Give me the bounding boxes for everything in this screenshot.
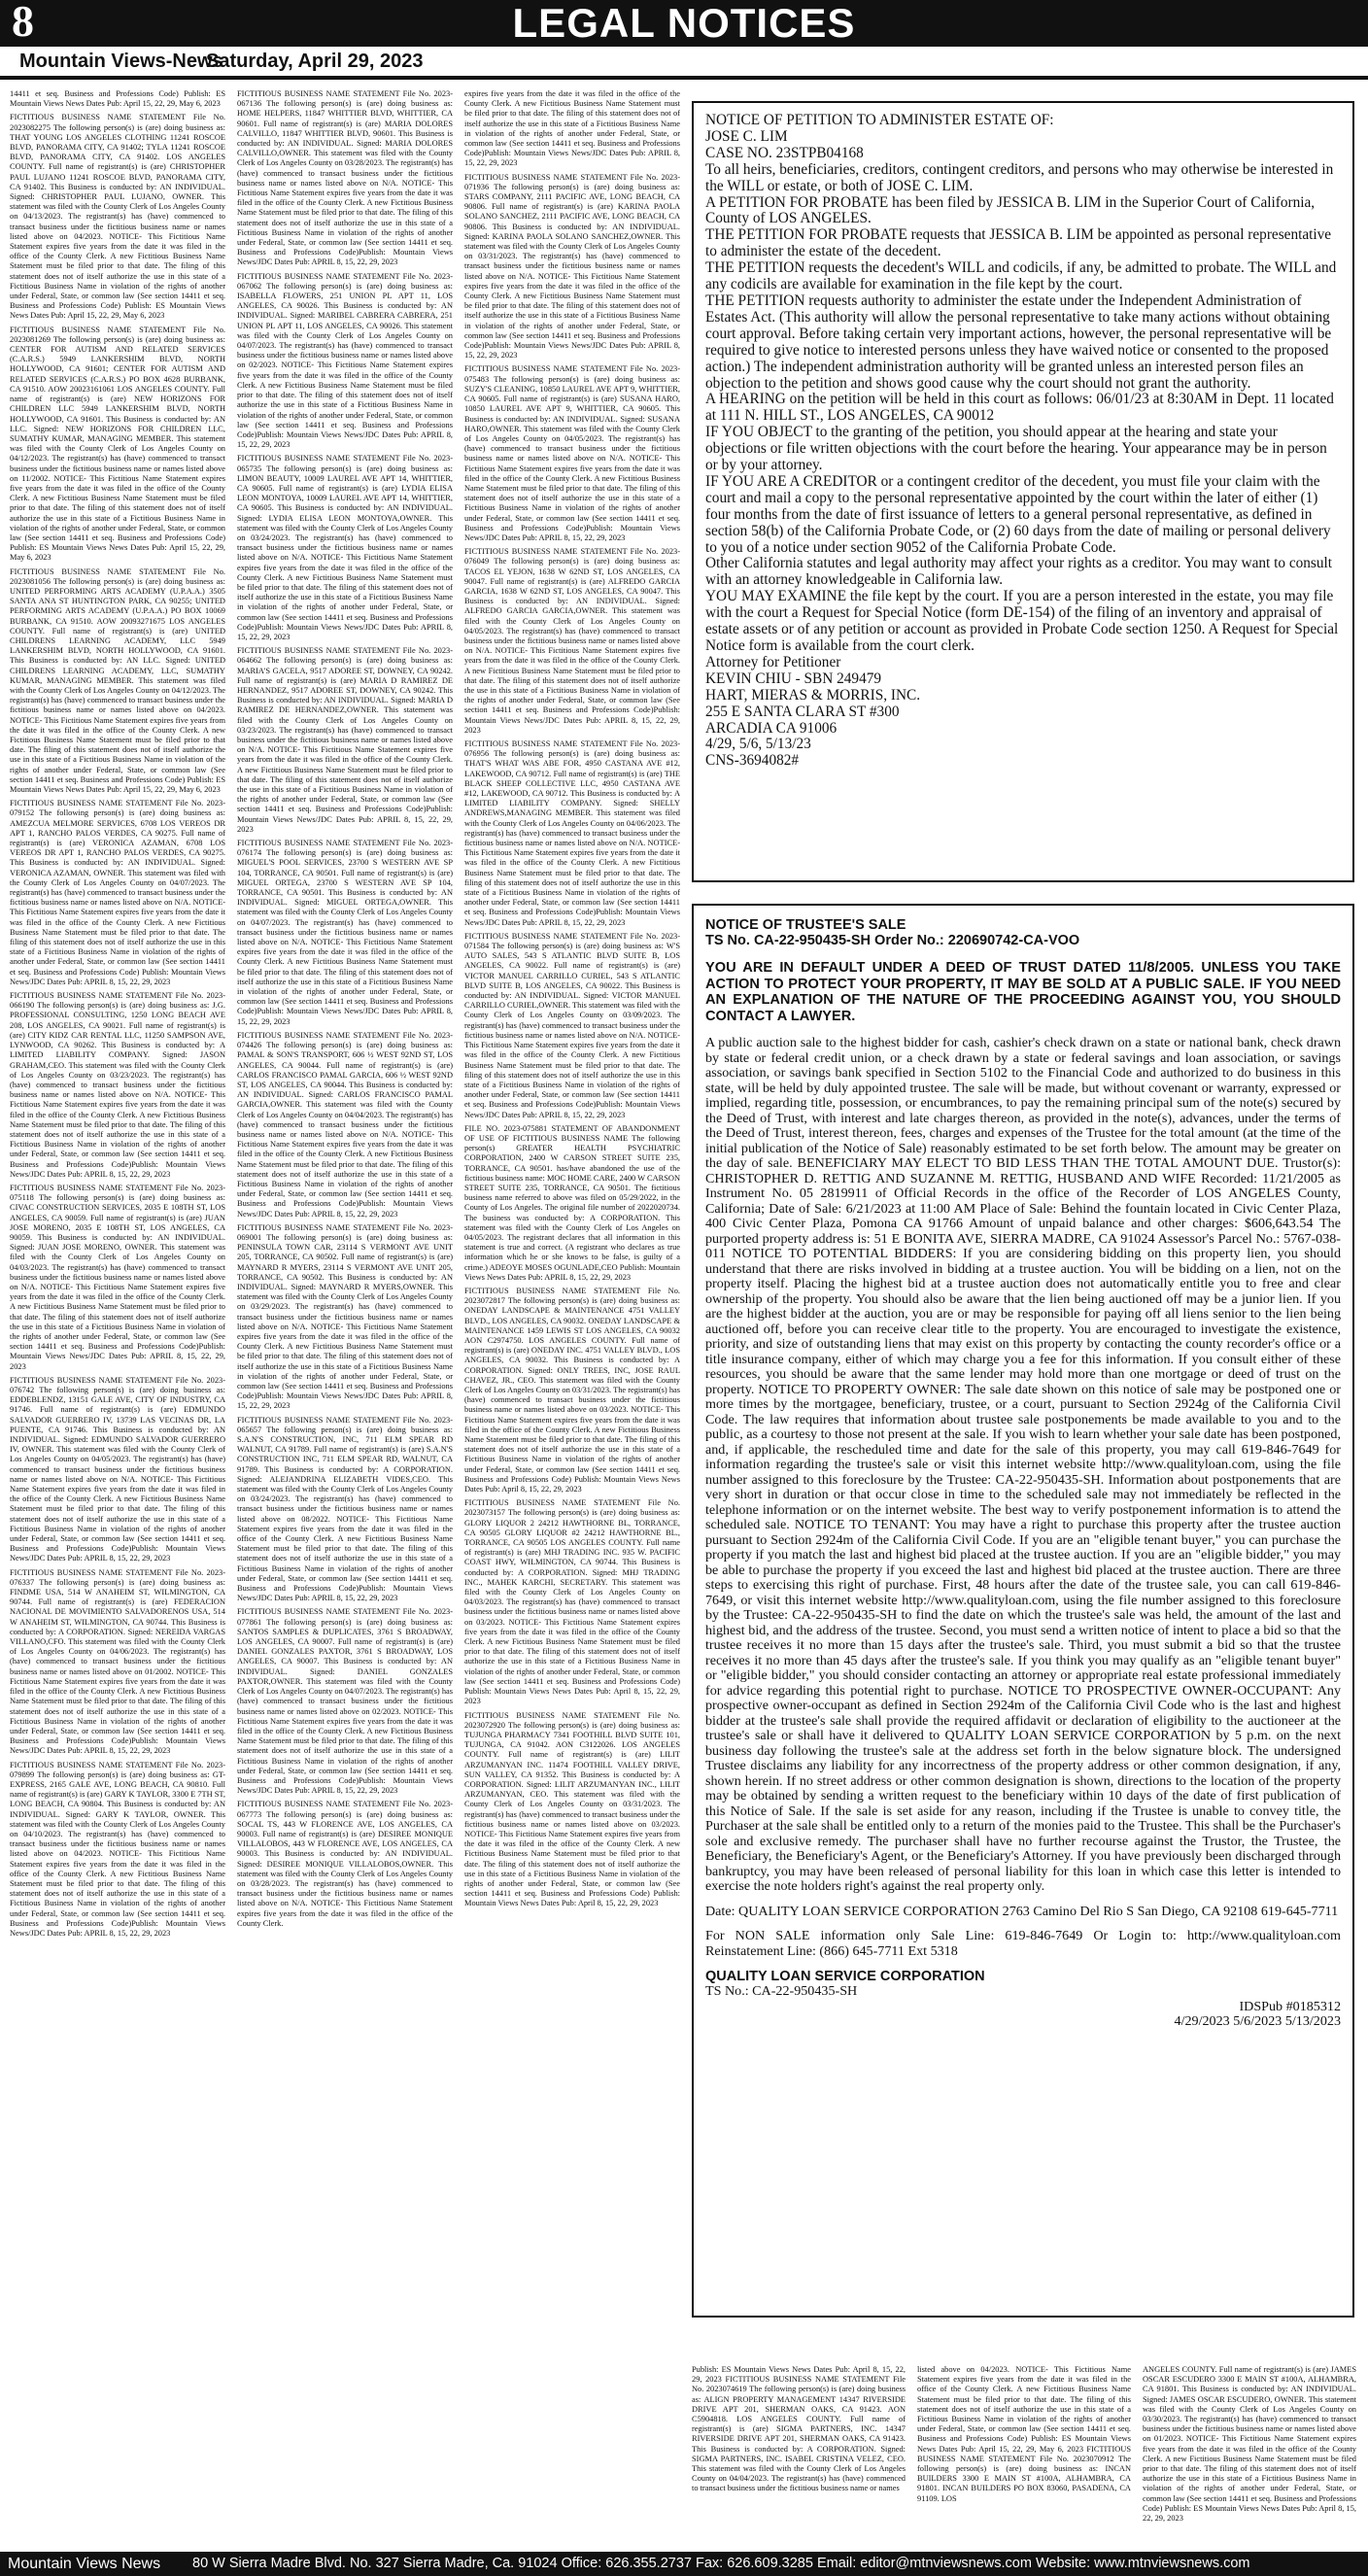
header-rule bbox=[0, 76, 1368, 80]
notice: FICTITIOUS BUSINESS NAME STATEMENT File No. 2023-067773 The following person(s) is (are) doing business as: SOCAL TS, 443 W FLORENCE AVE, LOS ANGELES, CA 90003. Full name of registrant(s) is (are) DESIREE MONIQUE VILLALOBOS, 443 W FLORENCE AVE, LOS ANGELES, CA 90003. This Business is conducted by: AN INDIVIDUAL. Signed: DESIREE MONIQUE VILLALOBOS,OWNER. This statement was filed with the County Clerk of Los Angeles County on 03/28/2023. The registrant(s) has (have) commenced to transact business under the fictitious business name or names listed above on N/A. NOTICE- This Fictitious Name Statement expires five years from the date it was filed in the office of the County Clerk. bbox=[237, 1800, 453, 1928]
trustee-sale-non-sale: For NON SALE information only Sale Line: 619-846-7649 Or Login to: http://www.qualityloan.com Reinstatement Line: (866) 645-7711 Ext 5318 bbox=[705, 1928, 1341, 1959]
page-number: 8 bbox=[12, 0, 34, 46]
notice: FILE NO. 2023-075881 STATEMENT OF ABANDONMENT OF USE OF FICTITIOUS BUSINESS NAME The following person(s) GREATER HEALTH PSYCHIATRIC CORPORATION, 2400 W CARSON STREET SUITE 235, TORRANCE, CA 90501. has/have abandoned the use of the fictitious business name: MOC HOME CARE, 2400 W CARSON STREET SUITE 235, TORRANCE, CA 90501. The fictitious business name referred to above was filed on 05/29/2022, in the County of Los Angeles. The original file number of 2022020734. The business was conducted by: A CORPORATION. This statement was filed with the County Clerk of Los Angeles on 04/05/2023. The registrant declares that all information in this statement is true and correct. (A registrant who declares as true information which he or she knows to be false, is guilty of a crime.) ADEOYE MOSES OGUNLADE,CEO Publish: Mountain Views News Dates Pub: APRIL 8, 15, 22, 29, 2023 bbox=[464, 1123, 680, 1282]
bottom-column-3 bbox=[1143, 2365, 1356, 2542]
notice: FICTITIOUS BUSINESS NAME STATEMENT File No. 2023-065735 The following person(s) is (are) doing business as: LIMON BEAUTY, 10009 LAUREL AVE APT 14, WHITTIER, CA 90605. Full name of registrant(s) is (are) LYDIA ELISA LEON MONTOYA, 10009 LAUREL AVE APT 14, WHITTIER, CA 90605. This Business is conducted by: AN INDIVIDUAL. Signed: LYDIA ELISA LEON MONTOYA,OWNER. This statement was filed with the County Clerk of Los Angeles County on 03/24/2023. The registrant(s) has (have) commenced to transact business under the fictitious business name or names listed above on N/A. NOTICE- This Fictitious Name Statement expires five years from the date it was filed in the office of the County Clerk. A new Fictitious Business Name Statement must be filed prior to that date. The filing of this statement does not of itself authorize the use in this state of a Fictitious Business Name in violation of the rights of another under Federal, State, or common law (See section 14411 et seq. Business and Professions Code)Publish: Mountain Views News/JDC Dates Pub: APRIL 8, 15, 22, 29, 2023 bbox=[237, 454, 453, 641]
probate-line: THE PETITION requests authority to administer the estate under the Independent Administration of Estates Act. (This authority will allow the personal representative to take many actions without obtaining court approval. Before taking certain very important actions, however, the personal representative will be required to give notice to interested persons unless they have waived notice or consented to the proposed action.) The independent administration authority will be granted unless an interested person files an objection to the petition and shows good cause why the court should not grant the authority. bbox=[705, 292, 1332, 392]
notice: FICTITIOUS BUSINESS NAME STATEMENT File No. 2023072817 The following person(s) is (are) doing business as: ONEDAY LANDSCAPE & MAINTENANCE 4751 VALLEY BLVD., LOS ANGELES, CA 90032. ONEDAY LANDSCAPE & MAINTENANCE 1459 LEWIS ST LOS ANGELES, CA 90032 AON C2974750. LOS ANGELES COUNTY. Full name of registrant(s) is (are) ONEDAY INC. 4751 VALLEY BLVD., LOS ANGELES, CA 90032. This Business is conducted by: A CORPORATION. Signed: ONLY TREES, INC, JOSE RAUL CHAVEZ, JR., CEO. This statement was filed with the County Clerk of Los Angeles County on 03/31/2023. The registrant(s) has (have) commenced to transact business under the fictitious business name or names listed above on 03/2023. NOTICE- This Fictitious Name Statement expires five years from the date it was filed in the office of the County Clerk. A new Fictitious Business Name Statement must be filed prior to that date. The filing of this statement does not of itself authorize the use in this state of a Fictitious Business Name in violation of the rights of another under Federal, State, or common law (See section 14411 et seq. Business and Professions Code) Publish: Mountain Views News Dates Pub: April 8, 15, 22, 29, 2023 bbox=[464, 1286, 680, 1494]
trustee-sale-warning: YOU ARE IN DEFAULT UNDER A DEED OF TRUST DATED 11/8/2005. UNLESS YOU TAKE ACTION TO PROTECT YOUR PROPERTY, IT MAY BE SOLD AT A PUBLIC SALE. IF YOU NEED AN EXPLANATION OF THE NATURE OF THE PROCEEDING AGAINST YOU, YOU SHOULD CONTACT A LAWYER. bbox=[705, 960, 1341, 1024]
probate-line: YOU MAY EXAMINE the file kept by the court. If you are a person interested in the estate, you may file with the court a Request for Special Notice (form DE-154) of the filing of an inventory and appraisal of estate assets or of any petition or account as provided in Probate Code section 1250. A Request for Special Notice form is available from the court clerk. bbox=[705, 588, 1339, 654]
probate-line: HART, MIERAS & MORRIS, INC. bbox=[705, 686, 921, 704]
bottom-column-2 bbox=[917, 2365, 1131, 2542]
trustee-sale-ts-no: TS No.: CA-22-950435-SH bbox=[705, 1983, 858, 2000]
notice: ANGELES COUNTY. Full name of registrant(s) is (are) JAMES OSCAR ESCUDERO 3300 E MAIN ST #100A, ALHAMBRA, CA 91801. This Business is conducted by: AN INDIVIDUAL. Signed: JAMES OSCAR ESCUDERO, OWNER. This statement was filed with the County Clerk of Los Angeles County on 03/30/2023. The registrant(s) has (have) commenced to transact business under the fictitious business name or names listed above on 01/2023. NOTICE- This Fictitious Name Statement expires five years from the date it was filed in the office of the County Clerk. A new Fictitious Business Name Statement must be filed prior to that date. The filing of this statement does not of itself authorize the use in this state of a Fictitious Business Name in violation of the rights of another under Federal, State, or common law (See section 14411 et seq. Business and Professions Code) Publish: ES Mountain Views News Dates Pub: April 8, 15, 22, 29, 2023 bbox=[1143, 2365, 1356, 2524]
notice: Publish: ES Mountain Views News Dates Pub: April 8, 15, 22, 29, 2023 FICTITIOUS BUSINESS NAME STATEMENT File No. 2023074619 The following person(s) is (are) doing business as: ALIGN PROPERTY MANAGEMENT 14347 RIVERSIDE DRIVE APT 201, SHERMAN OAKS, CA 91423. AON C5904818. LOS ANGELES COUNTY. Full name of registrant(s) is (are) SIGMA PARTNERS, INC. 14347 RIVERSIDE DRIVE APT 201, SHERMAN OAKS, CA 91423. This Business is conducted by: A CORPORATION. Signed: SIGMA PARTNERS, INC. ISABEL CRISTINA VELEZ, CEO. This statement was filed with the County Clerk of Los Angeles County on 04/04/2023. The registrant(s) has (have) commenced to transact business under the fictitious business name or names bbox=[692, 2365, 906, 2493]
notice: FICTITIOUS BUSINESS NAME STATEMENT File No. 2023-071584 The following person(s) is (are) doing business as: W'S AUTO SALES, 543 S ATLANTIC BLVD SUITE B, LOS ANGELES, CA 90022. Full name of registrant(s) is (are) VICTOR MANUEL CARRILLO CURIEL, 543 S ATLANTIC BLVD SUITE B, LOS ANGELES, CA 90022. This Business is conducted by: AN INDIVIDUAL. Signed: VICTOR MANUEL CARRILLO CURIEL,OWNER. This statement was filed with the County Clerk of Los Angeles County on 03/09/2023. The registrant(s) has (have) commenced to transact business under the fictitious business name or names listed above on N/A. NOTICE- This Fictitious Name Statement expires five years from the date it was filed in the office of the County Clerk. A new Fictitious Business Name Statement must be filed prior to that date. The filing of this statement does not of itself authorize the use in this state of a Fictitious Business Name in violation of the rights of another under Federal, State, or common law (See section 14411 et seq. Business and Professions Code)Publish: Mountain Views News/JDC Dates Pub: APRIL 8, 15, 22, 29, 2023 bbox=[464, 931, 680, 1119]
trustee-sale-pub-dates: 4/29/2023 5/6/2023 5/13/2023 bbox=[1174, 2013, 1341, 2030]
trustee-sale-ts-line: TS No. CA-22-950435-SH Order No.: 220690742-CA-VOO bbox=[705, 933, 1080, 948]
trustee-sale-heading: NOTICE OF TRUSTEE'S SALE bbox=[705, 917, 906, 933]
notice: FICTITIOUS BUSINESS NAME STATEMENT File No. 2023-076174 The following person(s) is (are) doing business as: MIGUEL'S POOL SERVICES, 23700 S WESTERN AVE SP 104, TORRANCE, CA 90501. Full name of registrant(s) is (are) MIGUEL ORTEGA, 23700 S WESTERN AVE SP 104, TORRANCE, CA 90501. This Business is conducted by: AN INDIVIDUAL. Signed: MIGUEL ORTEGA,OWNER. This statement was filed with the County Clerk of Los Angeles County on 04/07/2023. The registrant(s) has (have) commenced to transact business under the fictitious business name or names listed above on N/A. NOTICE- This Fictitious Name Statement expires five years from the date it was filed in the office of the County Clerk. A new Fictitious Business Name Statement must be filed prior to that date. The filing of this statement does not of itself authorize the use in this state of a Fictitious Business Name in violation of the rights of another under Federal, State, or common law (See section 14411 et seq. Business and Professions Code)Publish: Mountain Views News/JDC Dates Pub: APRIL 8, 15, 22, 29, 2023 bbox=[237, 839, 453, 1026]
probate-line: A PETITION FOR PROBATE has been filed by JESSICA B. LIM in the Superior Court of California, County of LOS ANGELES. bbox=[705, 193, 1316, 227]
notices-column-2 bbox=[237, 89, 453, 2553]
notice: FICTITIOUS BUSINESS NAME STATEMENT File No. 2023-076956 The following person(s) is (are) doing business as: THAT'S WHAT WAS ABE FOR, 4950 CASTANA AVE #12, LAKEWOOD, CA 90712. Full name of registrant(s) is (are) THE BLACK SHEEP COLLECTIVE LLC, 4950 CASTANA AVE #12, LAKEWOOD, CA 90712. This Business is conducted by: A LIMITED LIABILITY COMPANY. Signed: SHELLY ANDREWS,MANAGING MEMBER. This statement was filed with the County Clerk of Los Angeles County on 04/06/2023. The registrant(s) has (have) commenced to transact business under the fictitious business name or names listed above on N/A. NOTICE- This Fictitious Name Statement expires five years from the date it was filed in the office of the County Clerk. A new Fictitious Business Name Statement must be filed prior to that date. The filing of this statement does not of itself authorize the use in this state of a Fictitious Business Name in violation of the rights of another under Federal, State, or common law (See section 14411 et seq. Business and Professions Code)Publish: Mountain Views News/JDC Dates Pub: APRIL 8, 15, 22, 29, 2023 bbox=[464, 739, 680, 927]
notices-column-3 bbox=[464, 89, 680, 2553]
probate-line: KEVIN CHIU - SBN 249479 bbox=[705, 670, 882, 687]
probate-line: To all heirs, beneficiaries, creditors, contingent creditors, and persons who may otherwise be interested in the WILL or estate, or both of JOSE C. LIM. bbox=[705, 160, 1334, 194]
notice: FICTITIOUS BUSINESS NAME STATEMENT File No. 2023072920 The following person(s) is (are) doing business as: TUJUNGA PHARMACY 7341 FOOTHILL BLVD SUITE 101, TUJUNGA, CA 91042. AON C3122026. LOS ANGELES COUNTY. Full name of registrant(s) is (are) LILIT ARZUMANYAN INC. 11474 FOOTHILL VALLEY DRIVE, SUN VALLEY, CA 91352. This Business is conducted by: A CORPORATION. Signed: LILIT ARZUMANYAN INC., LILIT ARZUMANYAN, CEO. This statement was filed with the County Clerk of Los Angeles County on 03/31/2023. The registrant(s) has (have) commenced to transact business under the fictitious business name or names listed above on 03/2023. NOTICE- This Fictitious Name Statement expires five years from the date it was filed in the office of the County Clerk. A new Fictitious Business Name Statement must be filed prior to that date. The filing of this statement does not of itself authorize the use in this state of a Fictitious Business Name in violation of the rights of another under Federal, State, or common law (See section 14411 et seq. Business and Professions Code) Publish: Mountain Views News Dates Pub: April 8, 15, 22, 29, 2023 bbox=[464, 1710, 680, 1908]
notice: FICTITIOUS BUSINESS NAME STATEMENT File No. 2023-076742 The following person(s) is (are) doing business as: EDDEBLENDZ, 13151 GALE AVE, CITY OF INDUSTRY, CA 91746. Full name of registrant(s) is (are) EDMUNDO SALVADOR GUERRERO IV, 13739 LAS VECINAS DR, LA PUENTE, CA 91746. This Business is conducted by: AN INDIVIDUAL. Signed: EDMUNDO SALVADOR GUERRERO IV, OWNER. This statement was filed with the County Clerk of Los Angeles County on 04/05/2023. The registrant(s) has (have) commenced to transact business under the fictitious business name or names listed above on N/A. NOTICE- This Fictitious Name Statement expires five years from the date it was filed in the office of the County Clerk. A new Fictitious Business Name Statement must be filed prior to that date. The filing of this statement does not of itself authorize the use in this state of a Fictitious Business Name in violation of the rights of another under Federal, State, or common law (See section 14411 et seq. Business and Professions Code)Publish: Mountain Views News/JDC Dates Pub: APRIL 8, 15, 22, 29, 2023 bbox=[10, 1375, 225, 1563]
notice: FICTITIOUS BUSINESS NAME STATEMENT File No. 2023-077861 The following person(s) is (are) doing business as: SANTOS SAMPLES & DUPLICATES, 3761 S BROADWAY, LOS ANGELES, CA 90007. Full name of registrant(s) is (are) DANIEL GONZALES PAXTOR, 3761 S BROADWAY, LOS ANGELES, CA 90007. This Business is conducted by: AN INDIVIDUAL. Signed: DANIEL GONZALES PAXTOR,OWNER. This statement was filed with the County Clerk of Los Angeles County on 04/07/2023. The registrant(s) has (have) commenced to transact business under the fictitious business name or names listed above on 02/2023. NOTICE- This Fictitious Name Statement expires five years from the date it was filed in the office of the County Clerk. A new Fictitious Business Name Statement must be filed prior to that date. The filing of this statement does not of itself authorize the use in this state of a Fictitious Business Name in violation of the rights of another under Federal, State, or common law (See section 14411 et seq. Business and Professions Code)Publish: Mountain Views News/JDC Dates Pub: APRIL 8, 15, 22, 29, 2023 bbox=[237, 1607, 453, 1796]
probate-line: NOTICE OF PETITION TO ADMINISTER ESTATE OF: bbox=[705, 112, 1054, 128]
notice: FICTITIOUS BUSINESS NAME STATEMENT File No. 2023081269 The following person(s) is (are) doing business as: CENTER FOR AUTISM AND RELATED SERVICES (C.A.R.S.) 5949 LANKERSHIM BLVD, NORTH HOLLYWOOD, CA 91601; CENTER FOR AUTISM AND RELATED SERVICES (C.A.R.S.) PO BOX 4628 BURBANK, CA 91510. AOW 20023161061 LOS ANGELES COUNTY. Full name of registrant(s) is (are) NEW HORIZONS FOR CHILDREN LLC 5949 LANKERSHIM BLVD, NORTH HOLLYWOOD, CA 91601. This Business is conducted by: AN LLC. Signed: NEW HORIZONS FOR CHILDREN LLC, SUMATHY KUMAR, MANAGING MEMBER. This statement was filed with the County Clerk of Los Angeles County on 04/12/2023. The registrant(s) has (have) commenced to transact business under the fictitious business name or names listed above on 11/2002. NOTICE- This Fictitious Name Statement expires five years from the date it was filed in the office of the County Clerk. A new Fictitious Business Name Statement must be filed prior to that date. The filing of this statement does not of itself authorize the use in this state of a Fictitious Business Name in violation of the rights of another under Federal, State, or common law (See section 14411 et seq. Business and Professions Code) Publish: ES Mountain Views News Dates Pub: April 15, 22, 29, May 6, 2023 bbox=[10, 325, 225, 563]
probate-line: CASE NO. 23STPB04168 bbox=[705, 144, 864, 161]
notice: FICTITIOUS BUSINESS NAME STATEMENT File No. 2023-065657 The following person(s) is (are) doing business as: S.A.N'S CONSTRUCTION, INC, 711 ELM SPEAR RD WALNUT, CA 91789. Full name of registrant(s) is (are) S.A.N'S CONSTRUCTION INC, 711 ELM SPEAR RD, WALNUT, CA 91789. This Business is conducted by: A CORPORATION. Signed: ALEJANDRINA ELIZABETH VIDES,CEO. This statement was filed with the County Clerk of Los Angeles County on 03/24/2023. The registrant(s) has (have) commenced to transact business under the fictitious business name or names listed above on 08/2022. NOTICE- This Fictitious Name Statement expires five years from the date it was filed in the office of the County Clerk. A new Fictitious Business Name Statement must be filed prior to that date. The filing of this statement does not of itself authorize the use in this state of a Fictitious Business Name in violation of the rights of another under Federal, State, or common law (See section 14411 et seq. Business and Professions Code)Publish: Mountain Views News/JDC Dates Pub: APRIL 8, 15, 22, 29, 2023 bbox=[237, 1415, 453, 1603]
bottom-column-1 bbox=[692, 2365, 906, 2542]
notice: FICTITIOUS BUSINESS NAME STATEMENT File No. 2023-076049 The following person(s) is (are) doing business as: TACOS EL YEJON, 1638 W 62ND ST, LOS ANGELES, CA 90047. Full name of registrant(s) is (are) ALFREDO GARCIA GARCIA, 1638 W 62ND ST, LOS ANGELES, CA 90047. This Business is conducted by: AN INDIVIDUAL. Signed: ALFREDO GARCIA GARCIA,OWNER. This statement was filed with the County Clerk of Los Angeles County on 04/05/2023. The registrant(s) has (have) commenced to transact business under the fictitious business name or names listed above on N/A. NOTICE- This Fictitious Name Statement expires five years from the date it was filed in the office of the County Clerk. A new Fictitious Business Name Statement must be filed prior to that date. The filing of this statement does not of itself authorize the use in this state of a Fictitious Business Name in violation of the rights of another under Federal, State, or common law (See section 14411 et seq. Business and Professions Code)Publish: Mountain Views News/JDC Dates Pub: APRIL 8, 15, 22, 29, 2023 bbox=[464, 547, 680, 735]
trustee-sale-idspub: IDSPub #0185312 bbox=[1239, 1998, 1341, 2014]
trustee-sale-body: A public auction sale to the highest bidder for cash, cashier's check drawn on a state or national bank, check drawn by state or federal credit union, or a check drawn by a state or federal savings and loan association, or savings association, or savings bank specified in Section 5102 to the Financial Code and authorized to do business in this state, will be held by duly appointed trustee. The sale will be made, but without covenant or warranty, expressed or implied, regarding title, possession, or encumbrances, to pay the remaining principal sum of the note(s) secured by the Deed of Trust, with interest and late charges thereon, as provided in the note(s), advances, under the terms of the Deed of Trust, interest thereon, fees, charges and expenses of the Trustee for the total amount (at the time of the initial publication of the Notice of Sale) reasonably estimated to be set forth below. The amount may be greater on the day of sale. BENEFICIARY MAY ELECT TO BID LESS THAN THE TOTAL AMOUNT DUE. Trustor(s): CHRISTOPHER D. RETTIG AND SUZANNE M. RETTIG, HUSBAND AND WIFE Recorded: 11/21/2005 as Instrument No. 05 2819911 of Official Records in the office of the Recorder of LOS ANGELES County, California; Date of Sale: 6/21/2023 at 11:00 AM Place of Sale: Behind the fountain located in Civic Center Plaza, 400 Civic Center Plaza, Pomona CA 91766 Amount of unpaid balance and other charges: $606,643.54 The purported property address is: 51 E BONITA AVE, SIERRA MADRE, CA 91024 Assessor's Parcel No.: 5767-038-011 NOTICE TO POTENTIAL BIDDERS: If you are considering bidding on this property lien, you should understand that there are risks involved in bidding at a trustee auction. You will be bidding on a lien, not on the property itself. Placing the highest bid at a trustee auction does not automatically entitle you to free and clear ownership of the property. You should also be aware that the lien being auctioned off may be a junior lien. If you are the highest bidder at the auction, you are or may be responsible for paying off all liens senior to the lien being auctioned off, before you can receive clear title to the property. You are encouraged to investigate the existence, priority, and size of outstanding liens that may exist on this property by contacting the county recorder's office or a title insurance company, either of which may charge you a fee for this information. If you consult either of these resources, you should be aware that the same lender may hold more than one mortgage or deed of trust on the property. NOTICE TO PROPERTY OWNER: The sale date shown on this notice of sale may be postponed one or more times by the mortgagee, beneficiary, trustee, or a court, pursuant to Section 2924g of the California Civil Code. The law requires that information about trustee sale postponements be made available to you and to the public, as a courtesy to those not present at the sale. If you wish to learn whether your sale date has been postponed, and, if applicable, the rescheduled time and date for the sale of this property, you may call 619-846-7649 for information regarding the trustee's sale or visit this internet website http://www.qualityloan.com, using the file number assigned to this foreclosure by the Trustee: CA-22-950435-SH. Information about postponements that are very short in duration or that occur close in time to the scheduled sale may not immediately be reflected in the telephone information or on the internet website. The best way to verify postponement information is to attend the scheduled sale. NOTICE TO TENANT: You may have a right to purchase this property after the trustee auction pursuant to Section 2924m of the California Civil Code. If you are an "eligible tenant buyer," you can purchase the property if you match the last and highest bid placed at the trustee auction. If you are an "eligible bidder," you may be able to purchase the property if you exceed the last and highest bid placed at the trustee auction. There are three steps to exercising this right of purchase. First, 48 hours after the date of the trustee sale, you can call 619-846-7649, or visit this internet website http://www.qualityloan.com, using the file number assigned to this foreclosure by the Trustee: CA-22-950435-SH to find the date on which the trustee's sale was held, the amount of the last and highest bid, and the address of the trustee. Second, you must send a written notice of intent to place a bid so that the trustee receives it no more than 15 days after the trustee's sale. Third, you must submit a bid so that the trustee receives it no more than 45 days after the trustee's sale. If you think you may qualify as an "eligible tenant buyer" or "eligible bidder," you should consider contacting an attorney or appropriate real estate professional immediately for advice regarding this potential right to purchase. NOTICE TO PROSPECTIVE OWNER-OCCUPANT: Any prospective owner-occupant as defined in Section 2924m of the California Civil Code who is the last and highest bidder at the trustee's sale shall provide the required affidavit or declaration of eligibility to the auctioneer at the trustee's sale or shall have it delivered to QUALITY LOAN SERVICE CORPORATION by 5 p.m. on the next business day following the trustee's sale at the address set forth in the below signature block. The undersigned Trustee disclaims any liability for any incorrectness of the property address or other common designation, if any, shown herein. If no street address or other common designation is shown, directions to the location of the property may be obtained by sending a written request to the beneficiary within 10 days of the date of first publication of this Notice of Sale. If the sale is set aside for any reason, including if the Trustee is unable to convey title, the Purchaser at the sale shall be entitled only to a return of the monies paid to the Trustee. This shall be the Purchaser's sole and exclusive remedy. The purchaser shall have no further recourse against the Trustor, the Trustee, the Beneficiary, the Beneficiary's Agent, or the Beneficiary's Attorney. If you have previously been discharged through bankruptcy, you may have been released of personal liability for this loan in which case this letter is intended to exercise the note holders right's against the real property only. bbox=[705, 1035, 1341, 1895]
footer-bar bbox=[0, 2552, 1368, 2576]
notice: 14411 et seq. Business and Professions Code) Publish: ES Mountain Views News Dates Pub: April 15, 22, 29, May 6, 2023 bbox=[10, 89, 225, 109]
notice: FICTITIOUS BUSINESS NAME STATEMENT File No. 2023-076337 The following person(s) is (are) doing business as: FINDME USA, 514 W ANAHEIM ST, WILMINGTON, CA 90744. Full name of registrant(s) is (are) FEDERACION NACIONAL DE MOVIMIENTO SALVADORENOS USA, 514 W ANAHEIM ST, WILMINGTON, CA 90744. This Business is conducted by: A CORPORATION. Signed: NEREIDA VARGAS VILLANO,CFO. This statement was filed with the County Clerk of Los Angeles County on 04/06/2023. The registrant(s) has (have) commenced to transact business under the fictitious business name or names listed above on 01/2002. NOTICE- This Fictitious Name Statement expires five years from the date it was filed in the office of the County Clerk. A new Fictitious Business Name Statement must be filed prior to that date. The filing of this statement does not of itself authorize the use in this state of a Fictitious Business Name in violation of the rights of another under Federal, State, or common law (See section 14411 et seq. Business and Professions Code)Publish: Mountain Views News/JDC Dates Pub: APRIL 8, 15, 22, 29, 2023 bbox=[10, 1567, 225, 1756]
notice: FICTITIOUS BUSINESS NAME STATEMENT File No. 2023081056 The following person(s) is (are) doing business as: UNITED PERFORMING ARTS ACADEMY (U.P.A.A.) 3505 SANTA ANA ST HUNTINGTON PARK, CA 90255; UNITED PERFORMING ARTS ACADEMY (U.P.A.A.) PO BOX 10069 BURBANK, CA 91510. AOW 20093271675 LOS ANGELES COUNTY. Full name of registrant(s) is (are) UNITED CHILDRENS LEARNING ACADEMY, LLC 5949 LANKERSHIM BLVD, NORTH HOLLYWOOD, CA 91601. This Business is conducted by: AN LLC. Signed: UNITED CHILDRENS LEARNING ACADEMY, LLC, SUMATHY KUMAR, MANAGING MEMBER. This statement was filed with the County Clerk of Los Angeles County on 04/12/2023. The registrant(s) has (have) commenced to transact business under the fictitious business name or names listed above on 04/2023. NOTICE- This Fictitious Name Statement expires five years from the date it was filed in the office of the County Clerk. A new Fictitious Business Name Statement must be filed prior to that date. The filing of this statement does not of itself authorize the use in this state of a Fictitious Business Name in violation of the rights of another under Federal, State, or common law (See section 14411 et seq. Business and Professions Code) Publish: ES Mountain Views News Dates Pub: April 15, 22, 29, May 6, 2023 bbox=[10, 567, 225, 795]
notice: FICTITIOUS BUSINESS NAME STATEMENT File No. 2023-075118 The following person(s) is (are) doing business as: CIVAC CONSTRUCTION SERVICES, 2035 E 108TH ST, LOS ANGELES, CA 90059. Full name of registrant(s) is (are) JUAN JOSE MORENO, 2035 E 108TH ST, LOS ANGELES, CA 90059. This Business is conducted by: AN INDIVIDUAL. Signed: JUAN JOSE MORENO, OWNER. This statement was filed with the County Clerk of Los Angeles County on 04/03/2023. The registrant(s) has (have) commenced to transact business under the fictitious business name or names listed above on N/A. NOTICE- This Fictitious Name Statement expires five years from the date it was filed in the office of the County Clerk. A new Fictitious Business Name Statement must be filed prior to that date. The filing of this statement does not of itself authorize the use in this state of a Fictitious Business Name in violation of the rights of another under Federal, State, or common law (See section 14411 et seq. Business and Professions Code)Publish: Mountain Views News/JDC Dates Pub: APRIL 8, 15, 22, 29, 2023 bbox=[10, 1183, 225, 1371]
probate-line: 255 E SANTA CLARA ST #300 bbox=[705, 703, 900, 720]
notice: FICTITIOUS BUSINESS NAME STATEMENT File No. 2023-067136 The following person(s) is (are) doing business as: HOME HELPERS, 11847 WHITTIER BLVD, WHITTIER, CA 90601. Full name of registrant(s) is (are) MARIA DOLORES CALVILLO, 11847 WHITTIER BLVD, 90601. This Business is conducted by: AN INDIVIDUAL. Signed: MARIA DOLORES CALVILLO,OWNER. This statement was filed with the County Clerk of Los Angeles County on 03/28/2023. The registrant(s) has (have) commenced to transact business under the fictitious business name or names listed above on N/A. NOTICE- This Fictitious Name Statement expires five years from the date it was filed in the office of the County Clerk. A new Fictitious Business Name Statement must be filed prior to that date. The filing of this statement does not of itself authorize the use in this state of a Fictitious Business Name in violation of the rights of another under Federal, State, or common law (See section 14411 et seq. Business and Professions Code)Publish: Mountain Views News/JDC Dates Pub: APRIL 8, 15, 22, 29, 2023 bbox=[237, 89, 453, 267]
footer-contact: 80 W Sierra Madre Blvd. No. 327 Sierra Madre, Ca. 91024 Office: 626.355.2737 Fax: 626.609.3285 Email: editor@mtnviewsnews.com Website: www.mtnviewsnews.com bbox=[192, 2556, 1250, 2571]
notice: FICTITIOUS BUSINESS NAME STATEMENT File No. 2023-067062 The following person(s) is (are) doing business as: ISABELLA FLOWERS, 251 UNION PL APT 11, LOS ANGELES, CA 90026. This Business is conducted by: AN INDIVIDUAL. Signed: MARIBEL CABRERA CABRERA, 251 UNION PL APT 11, LOS ANGELES, CA 90026. This statement was filed with the County Clerk of Los Angeles County on 04/07/2023. The registrant(s) has (have) commenced to transact business under the fictitious business name or names listed above on 02/2023. NOTICE- This Fictitious Name Statement expires five years from the date it was filed in the office of the County Clerk. A new Fictitious Business Name Statement must be filed prior to that date. The filing of this statement does not of itself authorize the use in this state of a Fictitious Business Name in violation of the rights of another under Federal, State, or common law (See section 14411 et seq. Business and Professions Code)Publish: Mountain Views News/JDC Dates Pub: APRIL 8, 15, 22, 29, 2023 bbox=[237, 271, 453, 450]
probate-line: ARCADIA CA 91006 bbox=[705, 719, 838, 737]
issue-date: Saturday, April 29, 2023 bbox=[206, 51, 424, 72]
notice: FICTITIOUS BUSINESS NAME STATEMENT File No. 2023-075483 The following person(s) is (are) doing business as: SUZY'S CLEANING, 10850 LAUREL AVE APT 9, WHITTIER, CA 90605. Full name of registrant(s) is (are) SUSANA HARO, 10850 LAUREL AVE APT 9, WHITTIER, CA 90605. This Business is conducted by: AN INDIVIDUAL. Signed: SUSANA HARO,OWNER. This statement was filed with the County Clerk of Los Angeles County on 04/05/2023. The registrant(s) has (have) commenced to transact business under the fictitious business name or names listed above on N/A. NOTICE- This Fictitious Name Statement expires five years from the date it was filed in the office of the County Clerk. A new Fictitious Business Name Statement must be filed prior to that date. The filing of this statement does not of itself authorize the use in this state of a Fictitious Business Name in violation of the rights of another under Federal, State, or common law (See section 14411 et seq. Business and Professions Code)Publish: Mountain Views News/JDC Dates Pub: APRIL 8, 15, 22, 29, 2023 bbox=[464, 364, 680, 542]
notice: FICTITIOUS BUSINESS NAME STATEMENT File No. 2023-079899 The following person(s) is (are) doing business as: GT-EXPRESS, 2165 GALE AVE, LONG BEACH, CA 90810. Full name of registrant(s) is (are) GARY K TAYLOR, 3300 E 7TH ST, LONG BEACH, CA 90804. This Business is conducted by: AN INDIVIDUAL. Signed: GARY K TAYLOR, OWNER. This statement was filed with the County Clerk of Los Angeles County on 04/10/2023. The registrant(s) has (have) commenced to transact business under the fictitious business name or names listed above on 04/2023. NOTICE- This Fictitious Name Statement expires five years from the date it was filed in the office of the County Clerk. A new Fictitious Business Name Statement must be filed prior to that date. The filing of this statement does not of itself authorize the use in this state of a Fictitious Business Name in violation of the rights of another under Federal, State, or common law (See section 14411 et seq. Business and Professions Code)Publish: Mountain Views News/JDC Dates Pub: APRIL 8, 15, 22, 29, 2023 bbox=[10, 1760, 225, 1938]
probate-line: JOSE C. LIM bbox=[705, 127, 788, 145]
probate-line: THE PETITION requests the decedent's WILL and codicils, if any, be admitted to probate. The WILL and any codicils are available for examination in the file kept by the court. bbox=[705, 259, 1337, 293]
notice: FICTITIOUS BUSINESS NAME STATEMENT File No. 2023-069001 The following person(s) is (are) doing business as: PENINSULA TOWN CAR, 23114 S VERMONT AVE UNIT 205, TORRANCE, CA 90502. Full name of registrant(s) is (are) MAYNARD R MYERS, 23114 S VERMONT AVE UNIT 205, TORRANCE, CA 90502. This Business is conducted by: AN INDIVIDUAL. Signed: MAYNARD R MYERS,OWNER. This statement was filed with the County Clerk of Los Angeles County on 03/29/2023. The registrant(s) has (have) commenced to transact business under the fictitious business name or names listed above on N/A. NOTICE- This Fictitious Name Statement expires five years from the date it was filed in the office of the County Clerk. A new Fictitious Business Name Statement must be filed prior to that date. The filing of this statement does not of itself authorize the use in this state of a Fictitious Business Name in violation of the rights of another under Federal, State, or common law (See section 14411 et seq. Business and Professions Code)Publish: Mountain Views News/JDC Dates Pub: APRIL 8, 15, 22, 29, 2023 bbox=[237, 1222, 453, 1411]
trustee-sale-date: Date: QUALITY LOAN SERVICE CORPORATION 2763 Camino Del Rio S San Diego, CA 92108 619-645-7711 bbox=[705, 1903, 1339, 1919]
probate-line: A HEARING on the petition will be held in this court as follows: 06/01/23 at 8:30AM in Dept. 11 located at 111 N. HILL ST., LOS ANGELES, CA 90012 bbox=[705, 391, 1334, 425]
trustee-sale-signature: QUALITY LOAN SERVICE CORPORATION bbox=[705, 1969, 985, 1985]
footer-name: Mountain Views News bbox=[8, 2556, 161, 2572]
probate-line: THE PETITION FOR PROBATE requests that JESSICA B. LIM be appointed as personal representative to administer the estate of the decedent. bbox=[705, 226, 1332, 260]
notice: FICTITIOUS BUSINESS NAME STATEMENT File No. 2023-066190 The following person(s) is (are) doing business as: J.G. PROFESSIONAL CONSULTING, 1250 LONG BEACH AVE 208, LOS ANGELES, CA 90021. Full name of registrant(s) is (are) CITY KIDZ CAR RENTAL LLC, 11250 SAMPSON AVE, LYNWOOD, CA 90262. This Business is conducted by: A LIMITED LIABILITY COMPANY. Signed: JASON GRAHAM,CEO. This statement was filed with the County Clerk of Los Angeles County on 03/23/2023. The registrant(s) has (have) commenced to transact business under the fictitious business name or names listed above on N/A. NOTICE- This Fictitious Name Statement expires five years from the date it was filed in the office of the County Clerk. A new Fictitious Business Name Statement must be filed prior to that date. The filing of this statement does not of itself authorize the use in this state of a Fictitious Business Name in violation of the rights of another under Federal, State, or common law (See section 14411 et seq. Business and Professions Code)Publish: Mountain Views News/JDC Dates Pub: APRIL 8, 15, 22, 29, 2023 bbox=[10, 991, 225, 1179]
probate-line: 4/29, 5/6, 5/13/23 bbox=[705, 736, 811, 753]
probate-line: CNS-3694082# bbox=[705, 752, 800, 770]
trustee-sale-notice bbox=[692, 904, 1354, 2318]
notice: FICTITIOUS BUSINESS NAME STATEMENT File No. 2023-079152 The following person(s) is (are) doing business as: AMEZCUA MELMORE SERVICES, 6708 LOS VEREOS DR APT 1, RANCHO PALOS VERDES, CA 90275. Full name of registrant(s) is (are) VERONICA AZAMAN, 6708 LOS VEREOS DR APT 1, RANCHO PALOS VERDES, CA 90275. This Business is conducted by: AN INDIVIDUAL. Signed: VERONICA AZAMAN, OWNER. This statement was filed with the County Clerk of Los Angeles County on 04/07/2023. The registrant(s) has (have) commenced to transact business under the fictitious business name or names listed above on N/A. NOTICE- This Fictitious Name Statement expires five years from the date it was filed in the office of the County Clerk. A new Fictitious Business Name Statement must be filed prior to that date. The filing of this statement does not of itself authorize the use in this state of a Fictitious Business Name in violation of the rights of another under Federal, State, or common law (See section 14411 et seq. Business and Professions Code) Publish: Mountain Views News/JDC Dates Pub: APRIL 8, 15, 22, 29, 2023 bbox=[10, 799, 225, 986]
probate-line: IF YOU OBJECT to the granting of the petition, you should appear at the hearing and state your objections or file written objections with the court before the hearing. Your appearance may be in person or by your attorney. bbox=[705, 424, 1327, 474]
notices-column-1 bbox=[10, 89, 225, 2553]
probate-line: Other California statutes and legal authority may affect your rights as a creditor. You may want to consult with an attorney knowledgeable in California law. bbox=[705, 555, 1333, 589]
masthead bbox=[0, 0, 1368, 47]
publication-name: Mountain Views-News bbox=[19, 51, 223, 72]
notice: FICTITIOUS BUSINESS NAME STATEMENT File No. 2023-064662 The following person(s) is (are) doing business as: MARIA'S GACELA, 9517 ADOREE ST, DOWNEY, CA 90242. Full name of registrant(s) is (are) MARIA D RAMIREZ DE HERNANDEZ, 9517 ADOREE ST, DOWNEY, CA 90242. This Business is conducted by: AN INDIVIDUAL. Signed: MARIA D RAMIREZ DE HERNANDEZ,OWNER. This statement was filed with the County Clerk of Los Angeles County on 03/23/2023. The registrant(s) has (have) commenced to transact business under the fictitious business name or names listed above on N/A. NOTICE- This Fictitious Name Statement expires five years from the date it was filed in the office of the County Clerk. A new Fictitious Business Name Statement must be filed prior to that date. The filing of this statement does not of itself authorize the use in this state of a Fictitious Business Name in violation of the rights of another under Federal, State, or common law (See section 14411 et seq. Business and Professions Code)Publish: Mountain Views News/JDC Dates Pub: APRIL 8, 15, 22, 29, 2023 bbox=[237, 646, 453, 834]
notice: listed above on 04/2023. NOTICE- This Fictitious Name Statement expires five years from the date it was filed in the office of the County Clerk. A new Fictitious Business Name Statement must be filed prior to that date. The filing of this statement does not of itself authorize the use in this state of a Fictitious Business Name in violation of the rights of another under Federal, State, or common law (See section 14411 et seq. Business and Professions Code) Publish: ES Mountain Views News Dates Pub: April 15, 22, 29, May 6, 2023 FICTITIOUS BUSINESS NAME STATEMENT File No. 2023070912 The following person(s) is (are) doing business as: INCAN BUILDERS 3300 E MAIN ST #100A, ALHAMBRA, CA 91801. INCAN BUILDERS PO BOX 83060, PASADENA, CA 91109. LOS bbox=[917, 2365, 1131, 2503]
notice: FICTITIOUS BUSINESS NAME STATEMENT File No. 2023-071936 The following person(s) is (are) doing business as: STARS COMPANY, 2111 PACIFIC AVE, LONG BEACH, CA 90806. Full name of registrant(s) is (are) KARINA PAOLA SOLANO SANCHEZ, 2111 PACIFIC AVE, LONG BEACH, CA 90806. This Business is conducted by: AN INDIVIDUAL. Signed: KARINA PAOLA SOLANO SANCHEZ,OWNER. This statement was filed with the County Clerk of Los Angeles County on 03/31/2023. The registrant(s) has (have) commenced to transact business under the fictitious business name or names listed above on N/A. NOTICE- This Fictitious Name Statement expires five years from the date it was filed in the office of the County Clerk. A new Fictitious Business Name Statement must be filed prior to that date. The filing of this statement does not of itself authorize the use in this state of a Fictitious Business Name in violation of the rights of another under Federal, State, or common law (See section 14411 et seq. Business and Professions Code)Publish: Mountain Views News/JDC Dates Pub: APRIL 8, 15, 22, 29, 2023 bbox=[464, 172, 680, 361]
page-title: LEGAL NOTICES bbox=[512, 0, 856, 46]
probate-line: Attorney for Petitioner bbox=[705, 653, 841, 670]
notice: expires five years from the date it was filed in the office of the County Clerk. A new Fictitious Business Name Statement must be filed prior to that date. The filing of this statement does not of itself authorize the use in this state of a Fictitious Business Name in violation of the rights of another under Federal, State, or common law (See section 14411 et seq. Business and Professions Code)Publish: Mountain Views News/JDC Dates Pub: APRIL 8, 15, 22, 29, 2023 bbox=[464, 89, 680, 168]
notice: FICTITIOUS BUSINESS NAME STATEMENT File No. 2023-074426 The following person(s) is (are) doing business as: PAMAL & SON'S TRANSPORT, 606 ½ WEST 92ND ST, LOS ANGELES, CA 90044. Full name of registrant(s) is (are) CARLOS FRANCISCO PAMAL GARCIA, 606 ½ WEST 92ND ST, LOS ANGELES, CA 90044. This Business is conducted by: AN INDIVIDUAL. Signed: CARLOS FRANCISCO PAMAL GARCIA,OWNER. This statement was filed with the County Clerk of Los Angeles County on 04/04/2023. The registrant(s) has (have) commenced to transact business under the fictitious business name or names listed above on N/A. NOTICE- This Fictitious Name Statement expires five years from the date it was filed in the office of the County Clerk. A new Fictitious Business Name Statement must be filed prior to that date. The filing of this statement does not of itself authorize the use in this state of a Fictitious Business Name in violation of the rights of another under Federal, State, or common law (See section 14411 et seq. Business and Professions Code)Publish: Mountain Views News/JDC Dates Pub: APRIL 8, 15, 22, 29, 2023 bbox=[237, 1030, 453, 1219]
notice: FICTITIOUS BUSINESS NAME STATEMENT File No. 2023073157 The following person(s) is (are) doing business as: GLORY LIQUOR 2 24212 HAWTHORNE BL, TORRANCE, CA 90505 GLORY LIQUOR #2 24212 HAWTHORNE BL., TORRANCE, CA 90505 LOS ANGELES COUNTY. Full name of registrant(s) is (are) MHJ TRADING INC. 935 W. PACIFIC COAST HWY, WILMINGTON, CA 90744. This Business is conducted by: A CORPORATION. Signed: MHJ TRADING INC., MAHEK KARCHI, SECRETARY. This statement was filed with the County Clerk of Los Angeles County on 04/03/2023. The registrant(s) has (have) commenced to transact business under the fictitious business name or names listed above on 03/2023. NOTICE- This Fictitious Name Statement expires five years from the date it was filed in the office of the County Clerk. A new Fictitious Business Name Statement must be filed prior to that date. The filing of this statement does not of itself authorize the use in this state of a Fictitious Business Name in violation of the rights of another under Federal, State, or common law (See section 14411 et seq. Business and Professions Code) Publish: Mountain Views News Dates Pub: April 8, 15, 22, 29, 2023 bbox=[464, 1498, 680, 1706]
probate-line: IF YOU ARE A CREDITOR or a contingent creditor of the decedent, you must file your claim with the court and mail a copy to the personal representative appointed by the court within the later of either (1) four months from the date of first issuance of letters to a general personal representative, as defined in section 58(b) of the California Probate Code, or (2) 60 days from the date of mailing or personal delivery to you of a notice under section 9052 of the California Probate Code. bbox=[705, 472, 1331, 556]
notice: FICTITIOUS BUSINESS NAME STATEMENT File No. 2023082275 The following person(s) is (are) doing business as: THAT YOUNG LOS ANGELES CLOTHING 11241 ROSCOE BLVD, PANORAMA CITY, CA 91402; TYLA 11241 ROSCOE BLVD, PANORAMA CITY, CA 91402. LOS ANGELES COUNTY. Full name of registrant(s) is (are) CHRISTOPHER PAUL LUJANO 11241 ROSCOE BLVD, PANORAMA CITY, CA 91402. This Business is conducted by: AN INDIVIDUAL. Signed: CHRISTOPHER PAUL LUJANO, OWNER. This statement was filed with the County Clerk of Los Angeles County on 04/13/2023. The registrant(s) has (have) commenced to transact business under the fictitious business name or names listed above on 04/2023. NOTICE- This Fictitious Name Statement expires five years from the date it was filed in the office of the County Clerk. A new Fictitious Business Name Statement must be filed prior to that date. The filing of this statement does not of itself authorize the use in this state of a Fictitious Business Name in violation of the rights of another under Federal, State, or common law (See section 14411 et seq. Business and Professions Code) Publish: ES Mountain Views News Dates Pub: April 15, 22, 29, May 6, 2023 bbox=[10, 113, 225, 321]
probate-notice bbox=[692, 101, 1354, 882]
publication-bar bbox=[0, 47, 1368, 87]
